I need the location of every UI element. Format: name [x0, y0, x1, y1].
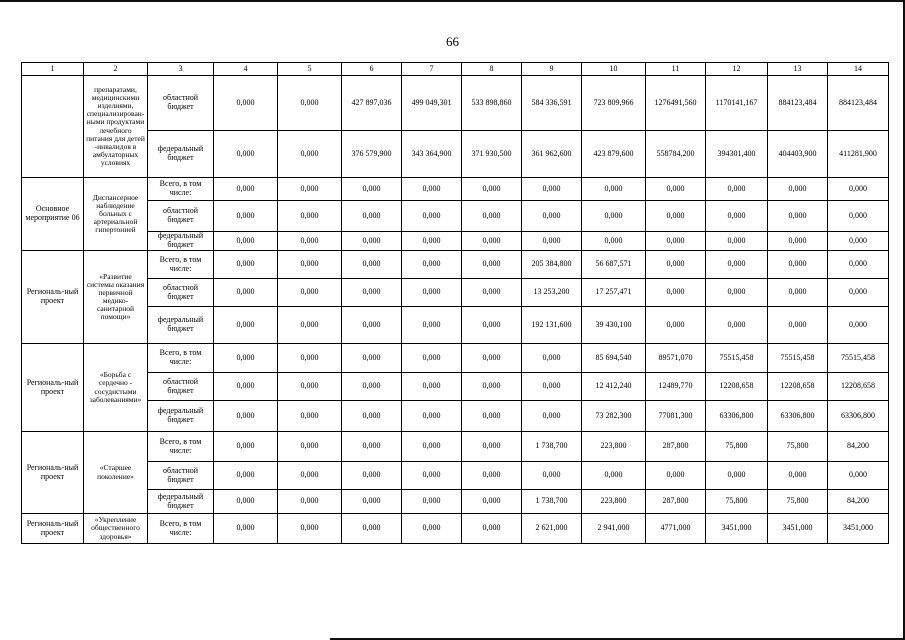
- amount-cell: 75,800: [706, 432, 768, 462]
- amount-cell: 0,000: [768, 232, 828, 251]
- amount-cell: 0,000: [828, 232, 889, 251]
- table-row: [22, 401, 889, 432]
- funding-source-cell: областной бюджет: [148, 279, 214, 307]
- amount-cell: 12208,658: [828, 373, 889, 401]
- amount-cell: 63306,800: [768, 401, 828, 432]
- amount-cell: 0,000: [706, 307, 768, 344]
- funding-source-cell: федеральный бюджет: [148, 401, 214, 432]
- header-cell: 10: [582, 63, 646, 76]
- amount-cell: 361 962,600: [522, 131, 582, 178]
- amount-cell: 75,800: [768, 432, 828, 462]
- amount-cell: 0,000: [522, 462, 582, 490]
- amount-cell: 0,000: [828, 462, 889, 490]
- amount-cell: 0,000: [278, 462, 342, 490]
- amount-cell: 0,000: [828, 279, 889, 307]
- amount-cell: 0,000: [706, 251, 768, 279]
- amount-cell: 0,000: [342, 232, 402, 251]
- amount-cell: 287,800: [646, 432, 706, 462]
- amount-cell: 0,000: [462, 232, 522, 251]
- funding-source-cell: федеральный бюджет: [148, 490, 214, 514]
- amount-cell: 0,000: [214, 401, 278, 432]
- amount-cell: 0,000: [828, 251, 889, 279]
- program-name-cell: Диспансерное наблюдение больных с артериальной гипертонией: [84, 178, 148, 251]
- amount-cell: 584 336,591: [522, 76, 582, 131]
- amount-cell: 0,000: [462, 279, 522, 307]
- amount-cell: 39 430,100: [582, 307, 646, 344]
- table-row: [22, 373, 889, 401]
- amount-cell: 0,000: [214, 232, 278, 251]
- amount-cell: 0,000: [214, 462, 278, 490]
- amount-cell: 533 898,860: [462, 76, 522, 131]
- amount-cell: 0,000: [646, 232, 706, 251]
- amount-cell: 0,000: [768, 178, 828, 201]
- amount-cell: 73 282,300: [582, 401, 646, 432]
- amount-cell: 0,000: [214, 432, 278, 462]
- amount-cell: 84,200: [828, 432, 889, 462]
- amount-cell: 0,000: [462, 344, 522, 373]
- amount-cell: 77081,300: [646, 401, 706, 432]
- table-row: [22, 462, 889, 490]
- event-cell: Основное мероприятие 06: [22, 178, 84, 251]
- amount-cell: 3451,000: [706, 514, 768, 544]
- amount-cell: 0,000: [214, 490, 278, 514]
- amount-cell: 343 364,900: [402, 131, 462, 178]
- amount-cell: 0,000: [214, 279, 278, 307]
- amount-cell: 0,000: [582, 232, 646, 251]
- amount-cell: 84,200: [828, 490, 889, 514]
- amount-cell: 0,000: [522, 344, 582, 373]
- amount-cell: 0,000: [462, 178, 522, 201]
- amount-cell: 423 879,600: [582, 131, 646, 178]
- table-row: [22, 251, 889, 279]
- amount-cell: 0,000: [402, 251, 462, 279]
- amount-cell: 0,000: [342, 514, 402, 544]
- amount-cell: 0,000: [402, 344, 462, 373]
- header-cell: 8: [462, 63, 522, 76]
- event-cell: Региональ-ный проект: [22, 514, 84, 544]
- amount-cell: 75,800: [768, 490, 828, 514]
- amount-cell: 0,000: [646, 178, 706, 201]
- amount-cell: 12208,658: [706, 373, 768, 401]
- amount-cell: 89571,070: [646, 344, 706, 373]
- amount-cell: 404403,900: [768, 131, 828, 178]
- program-name-cell: препаратами, медицинскими изделиями, специализирован-ными продуктами лечебного питания для детей -инвалидов в амбулаторных условиях: [84, 76, 148, 178]
- header-cell: 4: [214, 63, 278, 76]
- amount-cell: 0,000: [462, 251, 522, 279]
- table-row: [22, 514, 889, 544]
- amount-cell: 0,000: [462, 490, 522, 514]
- header-cell: 3: [148, 63, 214, 76]
- amount-cell: 1276491,560: [646, 76, 706, 131]
- amount-cell: 0,000: [828, 178, 889, 201]
- amount-cell: 12489,770: [646, 373, 706, 401]
- amount-cell: 1170141,167: [706, 76, 768, 131]
- amount-cell: 558784,200: [646, 131, 706, 178]
- table-row: [22, 432, 889, 462]
- amount-cell: 0,000: [706, 178, 768, 201]
- funding-source-cell: областной бюджет: [148, 201, 214, 232]
- amount-cell: 1 738,700: [522, 490, 582, 514]
- amount-cell: 75515,458: [706, 344, 768, 373]
- amount-cell: 3451,000: [768, 514, 828, 544]
- amount-cell: 0,000: [582, 178, 646, 201]
- amount-cell: 0,000: [278, 401, 342, 432]
- amount-cell: 0,000: [828, 201, 889, 232]
- amount-cell: 0,000: [402, 432, 462, 462]
- table-row: [22, 76, 889, 131]
- header-cell: 12: [706, 63, 768, 76]
- amount-cell: 85 694,540: [582, 344, 646, 373]
- amount-cell: 1 738,700: [522, 432, 582, 462]
- amount-cell: 0,000: [342, 201, 402, 232]
- funding-source-cell: областной бюджет: [148, 373, 214, 401]
- event-cell: Региональ-ный проект: [22, 432, 84, 514]
- amount-cell: 0,000: [342, 462, 402, 490]
- amount-cell: 0,000: [462, 201, 522, 232]
- amount-cell: 17 257,471: [582, 279, 646, 307]
- header-cell: 14: [828, 63, 889, 76]
- amount-cell: 0,000: [278, 514, 342, 544]
- header-cell: 5: [278, 63, 342, 76]
- amount-cell: 0,000: [214, 251, 278, 279]
- header-cell: 9: [522, 63, 582, 76]
- amount-cell: 0,000: [402, 490, 462, 514]
- amount-cell: 0,000: [522, 373, 582, 401]
- funding-source-cell: Всего, в том числе:: [148, 344, 214, 373]
- amount-cell: 0,000: [402, 232, 462, 251]
- amount-cell: 0,000: [462, 401, 522, 432]
- amount-cell: 2 941,000: [582, 514, 646, 544]
- funding-source-cell: федеральный бюджет: [148, 232, 214, 251]
- amount-cell: 0,000: [214, 201, 278, 232]
- scan-border-top: [0, 0, 905, 2]
- amount-cell: 0,000: [462, 514, 522, 544]
- amount-cell: 63306,800: [706, 401, 768, 432]
- program-name-cell: «Борьба с сердечно - сосудистыми заболеваниями»: [84, 344, 148, 432]
- amount-cell: 3451,000: [828, 514, 889, 544]
- amount-cell: 4771,000: [646, 514, 706, 544]
- amount-cell: 0,000: [278, 279, 342, 307]
- amount-cell: 205 384,800: [522, 251, 582, 279]
- event-cell: Региональ-ный проект: [22, 344, 84, 432]
- amount-cell: 0,000: [706, 462, 768, 490]
- budget-table: [21, 62, 889, 544]
- amount-cell: 723 809,966: [582, 76, 646, 131]
- amount-cell: 0,000: [342, 307, 402, 344]
- amount-cell: 0,000: [278, 76, 342, 131]
- header-cell: 2: [84, 63, 148, 76]
- amount-cell: 192 131,600: [522, 307, 582, 344]
- table-row: [22, 490, 889, 514]
- amount-cell: 0,000: [278, 178, 342, 201]
- amount-cell: 499 049,301: [402, 76, 462, 131]
- funding-source-cell: Всего, в том числе:: [148, 514, 214, 544]
- amount-cell: 0,000: [214, 344, 278, 373]
- amount-cell: 371 930,500: [462, 131, 522, 178]
- program-name-cell: «Развитие системы оказания первичной медико-санитарной помощи»: [84, 251, 148, 344]
- amount-cell: 0,000: [462, 307, 522, 344]
- amount-cell: 0,000: [646, 279, 706, 307]
- amount-cell: 0,000: [768, 307, 828, 344]
- amount-cell: 394301,400: [706, 131, 768, 178]
- event-cell: Региональ-ный проект: [22, 251, 84, 344]
- header-cell: 6: [342, 63, 402, 76]
- header-cell: 11: [646, 63, 706, 76]
- page-number: 66: [446, 34, 459, 49]
- amount-cell: 0,000: [646, 307, 706, 344]
- amount-cell: 75515,458: [768, 344, 828, 373]
- amount-cell: 0,000: [646, 201, 706, 232]
- amount-cell: 0,000: [278, 373, 342, 401]
- amount-cell: 0,000: [342, 401, 402, 432]
- program-name-cell: «Старшее поколение»: [84, 432, 148, 514]
- amount-cell: 376 579,900: [342, 131, 402, 178]
- amount-cell: 0,000: [402, 462, 462, 490]
- amount-cell: 0,000: [214, 514, 278, 544]
- amount-cell: 0,000: [402, 178, 462, 201]
- amount-cell: 0,000: [214, 76, 278, 131]
- amount-cell: 12 412,240: [582, 373, 646, 401]
- program-name-cell: «Укрепление общественного здоровья»: [84, 514, 148, 544]
- table-body: [22, 63, 889, 544]
- amount-cell: 0,000: [522, 232, 582, 251]
- funding-source-cell: федеральный бюджет: [148, 307, 214, 344]
- amount-cell: 0,000: [402, 307, 462, 344]
- amount-cell: 0,000: [342, 490, 402, 514]
- amount-cell: 0,000: [278, 131, 342, 178]
- amount-cell: 0,000: [522, 201, 582, 232]
- amount-cell: 0,000: [278, 251, 342, 279]
- header-cell: 1: [22, 63, 84, 76]
- amount-cell: 0,000: [342, 373, 402, 401]
- amount-cell: 63306,800: [828, 401, 889, 432]
- amount-cell: 0,000: [214, 178, 278, 201]
- amount-cell: 0,000: [828, 307, 889, 344]
- amount-cell: 0,000: [582, 462, 646, 490]
- amount-cell: 223,800: [582, 432, 646, 462]
- amount-cell: 0,000: [278, 490, 342, 514]
- amount-cell: 884123,484: [828, 76, 889, 131]
- amount-cell: 884123,484: [768, 76, 828, 131]
- amount-cell: 0,000: [342, 178, 402, 201]
- amount-cell: 411281,900: [828, 131, 889, 178]
- amount-cell: 0,000: [768, 462, 828, 490]
- amount-cell: 0,000: [706, 279, 768, 307]
- amount-cell: 2 621,000: [522, 514, 582, 544]
- amount-cell: 13 253,200: [522, 279, 582, 307]
- amount-cell: 0,000: [462, 462, 522, 490]
- amount-cell: 0,000: [278, 432, 342, 462]
- amount-cell: 56 687,571: [582, 251, 646, 279]
- amount-cell: 287,800: [646, 490, 706, 514]
- amount-cell: 0,000: [522, 401, 582, 432]
- amount-cell: 427 897,036: [342, 76, 402, 131]
- table-row: [22, 307, 889, 344]
- amount-cell: 223,800: [582, 490, 646, 514]
- amount-cell: 0,000: [342, 251, 402, 279]
- table-row: [22, 232, 889, 251]
- amount-cell: 0,000: [582, 201, 646, 232]
- header-cell: 13: [768, 63, 828, 76]
- amount-cell: 0,000: [342, 432, 402, 462]
- funding-source-cell: Всего, в том числе:: [148, 251, 214, 279]
- amount-cell: 0,000: [342, 279, 402, 307]
- amount-cell: 75515,458: [828, 344, 889, 373]
- amount-cell: 0,000: [214, 131, 278, 178]
- amount-cell: 0,000: [402, 201, 462, 232]
- funding-source-cell: федеральный бюджет: [148, 131, 214, 178]
- amount-cell: 0,000: [462, 432, 522, 462]
- amount-cell: 0,000: [402, 401, 462, 432]
- header-row: [22, 63, 889, 76]
- amount-cell: 0,000: [214, 373, 278, 401]
- amount-cell: 0,000: [768, 251, 828, 279]
- amount-cell: 0,000: [278, 307, 342, 344]
- amount-cell: 0,000: [646, 462, 706, 490]
- amount-cell: 75,800: [706, 490, 768, 514]
- table-row: [22, 178, 889, 201]
- amount-cell: 0,000: [278, 201, 342, 232]
- amount-cell: 0,000: [706, 232, 768, 251]
- amount-cell: 0,000: [214, 307, 278, 344]
- table-row: [22, 344, 889, 373]
- amount-cell: 0,000: [768, 279, 828, 307]
- amount-cell: 0,000: [768, 201, 828, 232]
- table-row: [22, 279, 889, 307]
- amount-cell: 12208,658: [768, 373, 828, 401]
- funding-source-cell: Всего, в том числе:: [148, 178, 214, 201]
- header-cell: 7: [402, 63, 462, 76]
- amount-cell: 0,000: [342, 344, 402, 373]
- amount-cell: 0,000: [646, 251, 706, 279]
- amount-cell: 0,000: [278, 232, 342, 251]
- funding-source-cell: Всего, в том числе:: [148, 432, 214, 462]
- amount-cell: 0,000: [402, 514, 462, 544]
- amount-cell: 0,000: [402, 279, 462, 307]
- table-row: [22, 201, 889, 232]
- funding-source-cell: областной бюджет: [148, 462, 214, 490]
- amount-cell: 0,000: [706, 201, 768, 232]
- event-cell: [22, 76, 84, 178]
- amount-cell: 0,000: [522, 178, 582, 201]
- amount-cell: 0,000: [462, 373, 522, 401]
- table-row: [22, 131, 889, 178]
- funding-source-cell: областной бюджет: [148, 76, 214, 131]
- amount-cell: 0,000: [402, 373, 462, 401]
- amount-cell: 0,000: [278, 344, 342, 373]
